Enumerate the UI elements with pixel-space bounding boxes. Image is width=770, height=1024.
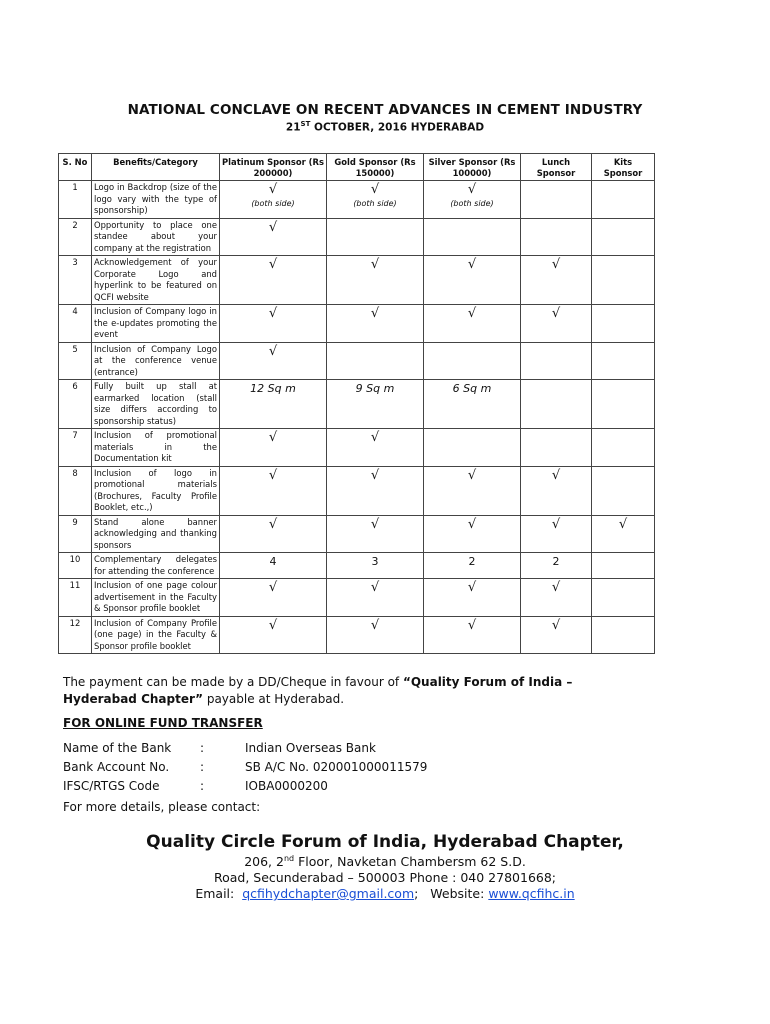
cell-lunch: 2 [521,553,592,579]
cell-kits [592,616,655,654]
cell-kits [592,256,655,305]
row-benefit: Fully built up stall at earmarked location (stall size differs according to sponsorship status) [92,380,220,429]
table-row [59,380,655,429]
cell-lunch: √ [521,616,592,654]
cell-kits [592,429,655,467]
cell-gold [327,342,424,380]
cell-silver: √ [424,515,521,553]
contact-line: For more details, please contact: [63,800,261,814]
table-row [59,305,655,343]
cell-silver [424,429,521,467]
cell-kits [592,342,655,380]
row-sno: 1 [59,181,92,219]
account-no-colon: : [200,760,205,774]
check-icon: √ [467,182,477,197]
table-row [59,515,655,553]
ifsc-colon: : [200,779,205,793]
cell-gold: √ [327,305,424,343]
cell-silver: √ [424,305,521,343]
cell-lunch: √ [521,305,592,343]
cell-lunch: √ [521,579,592,617]
payment-text-before: The payment can be made by a DD/Cheque in favour of [63,675,403,689]
cell-platinum: √ [220,218,327,256]
cell-platinum: √ [220,305,327,343]
row-benefit: Complementary delegates for attending the conference [92,553,220,579]
contact-links-line [0,886,770,901]
account-no-label: Bank Account No. [63,760,170,774]
sponsorship-table [58,153,655,654]
header-platinum: Platinum Sponsor (Rs 200000) [220,154,327,181]
row-sno: 7 [59,429,92,467]
payment-text-after: payable at Hyderabad. [203,692,345,706]
row-benefit: Acknowledgement of your Corporate Logo and hyperlink to be featured on QCFI website [92,256,220,305]
cell-kits [592,466,655,515]
table-header-row [59,154,655,181]
cell-kits: √ [592,515,655,553]
website-link[interactable]: www.qcfihc.in [488,886,575,901]
payee-name: “Quality Forum of India – Hyderabad Chapter” [63,675,573,706]
table-row [59,553,655,579]
cell-silver: 6 Sq m [424,380,521,429]
date-day: 21 [285,121,301,134]
row-benefit: Stand alone banner acknowledging and thanking sponsors [92,515,220,553]
row-sno: 6 [59,380,92,429]
table-row [59,181,655,219]
ifsc-label: IFSC/RTGS Code [63,779,160,793]
ifsc-value: IOBA0000200 [245,779,328,793]
row-sno: 9 [59,515,92,553]
table-row [59,342,655,380]
cell-lunch [521,380,592,429]
cell-gold: 3 [327,553,424,579]
cell-kits [592,181,655,219]
table-row [59,466,655,515]
email-link[interactable]: qcfihydchapter@gmail.com [242,886,415,901]
cell-gold: √ [327,256,424,305]
cell-silver [424,181,521,219]
cell-gold: √ [327,579,424,617]
cell-platinum: √ [220,256,327,305]
row-benefit: Inclusion of one page colour advertisement in the Faculty & Sponsor profile booklet [92,579,220,617]
cell-gold: √ [327,429,424,467]
check-icon: √ [268,182,278,197]
cell-lunch [521,429,592,467]
row-benefit: Inclusion of logo in promotional materials (Brochures, Faculty Profile Booklet, etc.,) [92,466,220,515]
row-benefit: Inclusion of promotional materials in the Documentation kit [92,429,220,467]
cell-lunch: √ [521,256,592,305]
cell-gold [327,218,424,256]
cell-silver: √ [424,616,521,654]
header-silver: Silver Sponsor (Rs 100000) [424,154,521,181]
cell-platinum: 12 Sq m [220,380,327,429]
header-gold: Gold Sponsor (Rs 150000) [327,154,424,181]
row-sno: 11 [59,579,92,617]
bank-name-label: Name of the Bank [63,741,172,755]
cell-platinum: √ [220,429,327,467]
cell-silver: √ [424,466,521,515]
table-row [59,579,655,617]
row-benefit: Inclusion of Company logo in the e-updates promoting the event [92,305,220,343]
cell-silver: √ [424,579,521,617]
cell-platinum: √ [220,579,327,617]
cell-platinum: 4 [220,553,327,579]
cell-kits [592,218,655,256]
header-kits: Kits Sponsor [592,154,655,181]
row-benefit: Inclusion of Company Profile (one page) in the Faculty & Sponsor profile booklet [92,616,220,654]
cell-platinum: √ [220,342,327,380]
online-transfer-heading: FOR ONLINE FUND TRANSFER [63,716,263,730]
table-row [59,256,655,305]
cell-kits [592,305,655,343]
row-benefit: Opportunity to place one standee about your company at the registration [92,218,220,256]
cell-gold: √ [327,515,424,553]
cell-gold [327,181,424,219]
header-lunch: Lunch Sponsor [521,154,592,181]
row-sno: 4 [59,305,92,343]
row-sno: 8 [59,466,92,515]
address-line-2: Road, Secunderabad – 500003 Phone : 040 27801668; [213,870,557,885]
cell-kits [592,579,655,617]
cell-lunch [521,218,592,256]
row-sno: 12 [59,616,92,654]
bank-name-value: Indian Overseas Bank [245,741,376,755]
both-side-note: (both side) [353,199,397,208]
cell-platinum: √ [220,515,327,553]
account-no-value: SB A/C No. 020001000011579 [245,760,428,774]
row-sno: 3 [59,256,92,305]
header-benefit: Benefits/Category [92,154,220,181]
row-benefit: Inclusion of Company Logo at the conference venue (entrance) [92,342,220,380]
cell-kits [592,380,655,429]
payment-note [63,674,623,708]
bank-name-colon: : [200,741,205,755]
cell-silver: 2 [424,553,521,579]
date-rest: OCTOBER, 2016 HYDERABAD [310,121,485,134]
table-row [59,616,655,654]
address-line-1 [0,854,770,869]
table-row [59,429,655,467]
cell-lunch [521,181,592,219]
cell-gold: √ [327,466,424,515]
email-label: Email: [195,886,235,901]
both-side-note: (both side) [251,199,295,208]
date-suffix: ST [300,120,311,128]
address-1-sup: nd [283,854,295,863]
cell-lunch: √ [521,466,592,515]
address-1-pre: 206, 2 [244,854,284,870]
both-side-note: (both side) [450,199,494,208]
separator: ; [414,886,419,901]
organization-name: Quality Circle Forum of India, Hyderabad Chapter, [146,832,624,852]
row-sno: 5 [59,342,92,380]
cell-gold: √ [327,616,424,654]
cell-kits [592,553,655,579]
table-row [59,218,655,256]
header-sno: S. No [59,154,92,181]
cell-platinum: √ [220,466,327,515]
address-1-post: Floor, Navketan Chambersm 62 S.D. [294,854,526,870]
row-sno: 10 [59,553,92,579]
website-label: Website: [430,886,485,901]
check-icon: √ [370,182,380,197]
row-benefit: Logo in Backdrop (size of the logo vary with the type of sponsorship) [92,181,220,219]
cell-platinum: √ [220,616,327,654]
cell-silver: √ [424,256,521,305]
cell-silver [424,218,521,256]
event-date [0,120,770,134]
cell-gold: 9 Sq m [327,380,424,429]
cell-lunch: √ [521,515,592,553]
cell-lunch [521,342,592,380]
page-title: NATIONAL CONCLAVE ON RECENT ADVANCES IN CEMENT INDUSTRY [127,102,643,118]
cell-silver [424,342,521,380]
row-sno: 2 [59,218,92,256]
cell-platinum [220,181,327,219]
